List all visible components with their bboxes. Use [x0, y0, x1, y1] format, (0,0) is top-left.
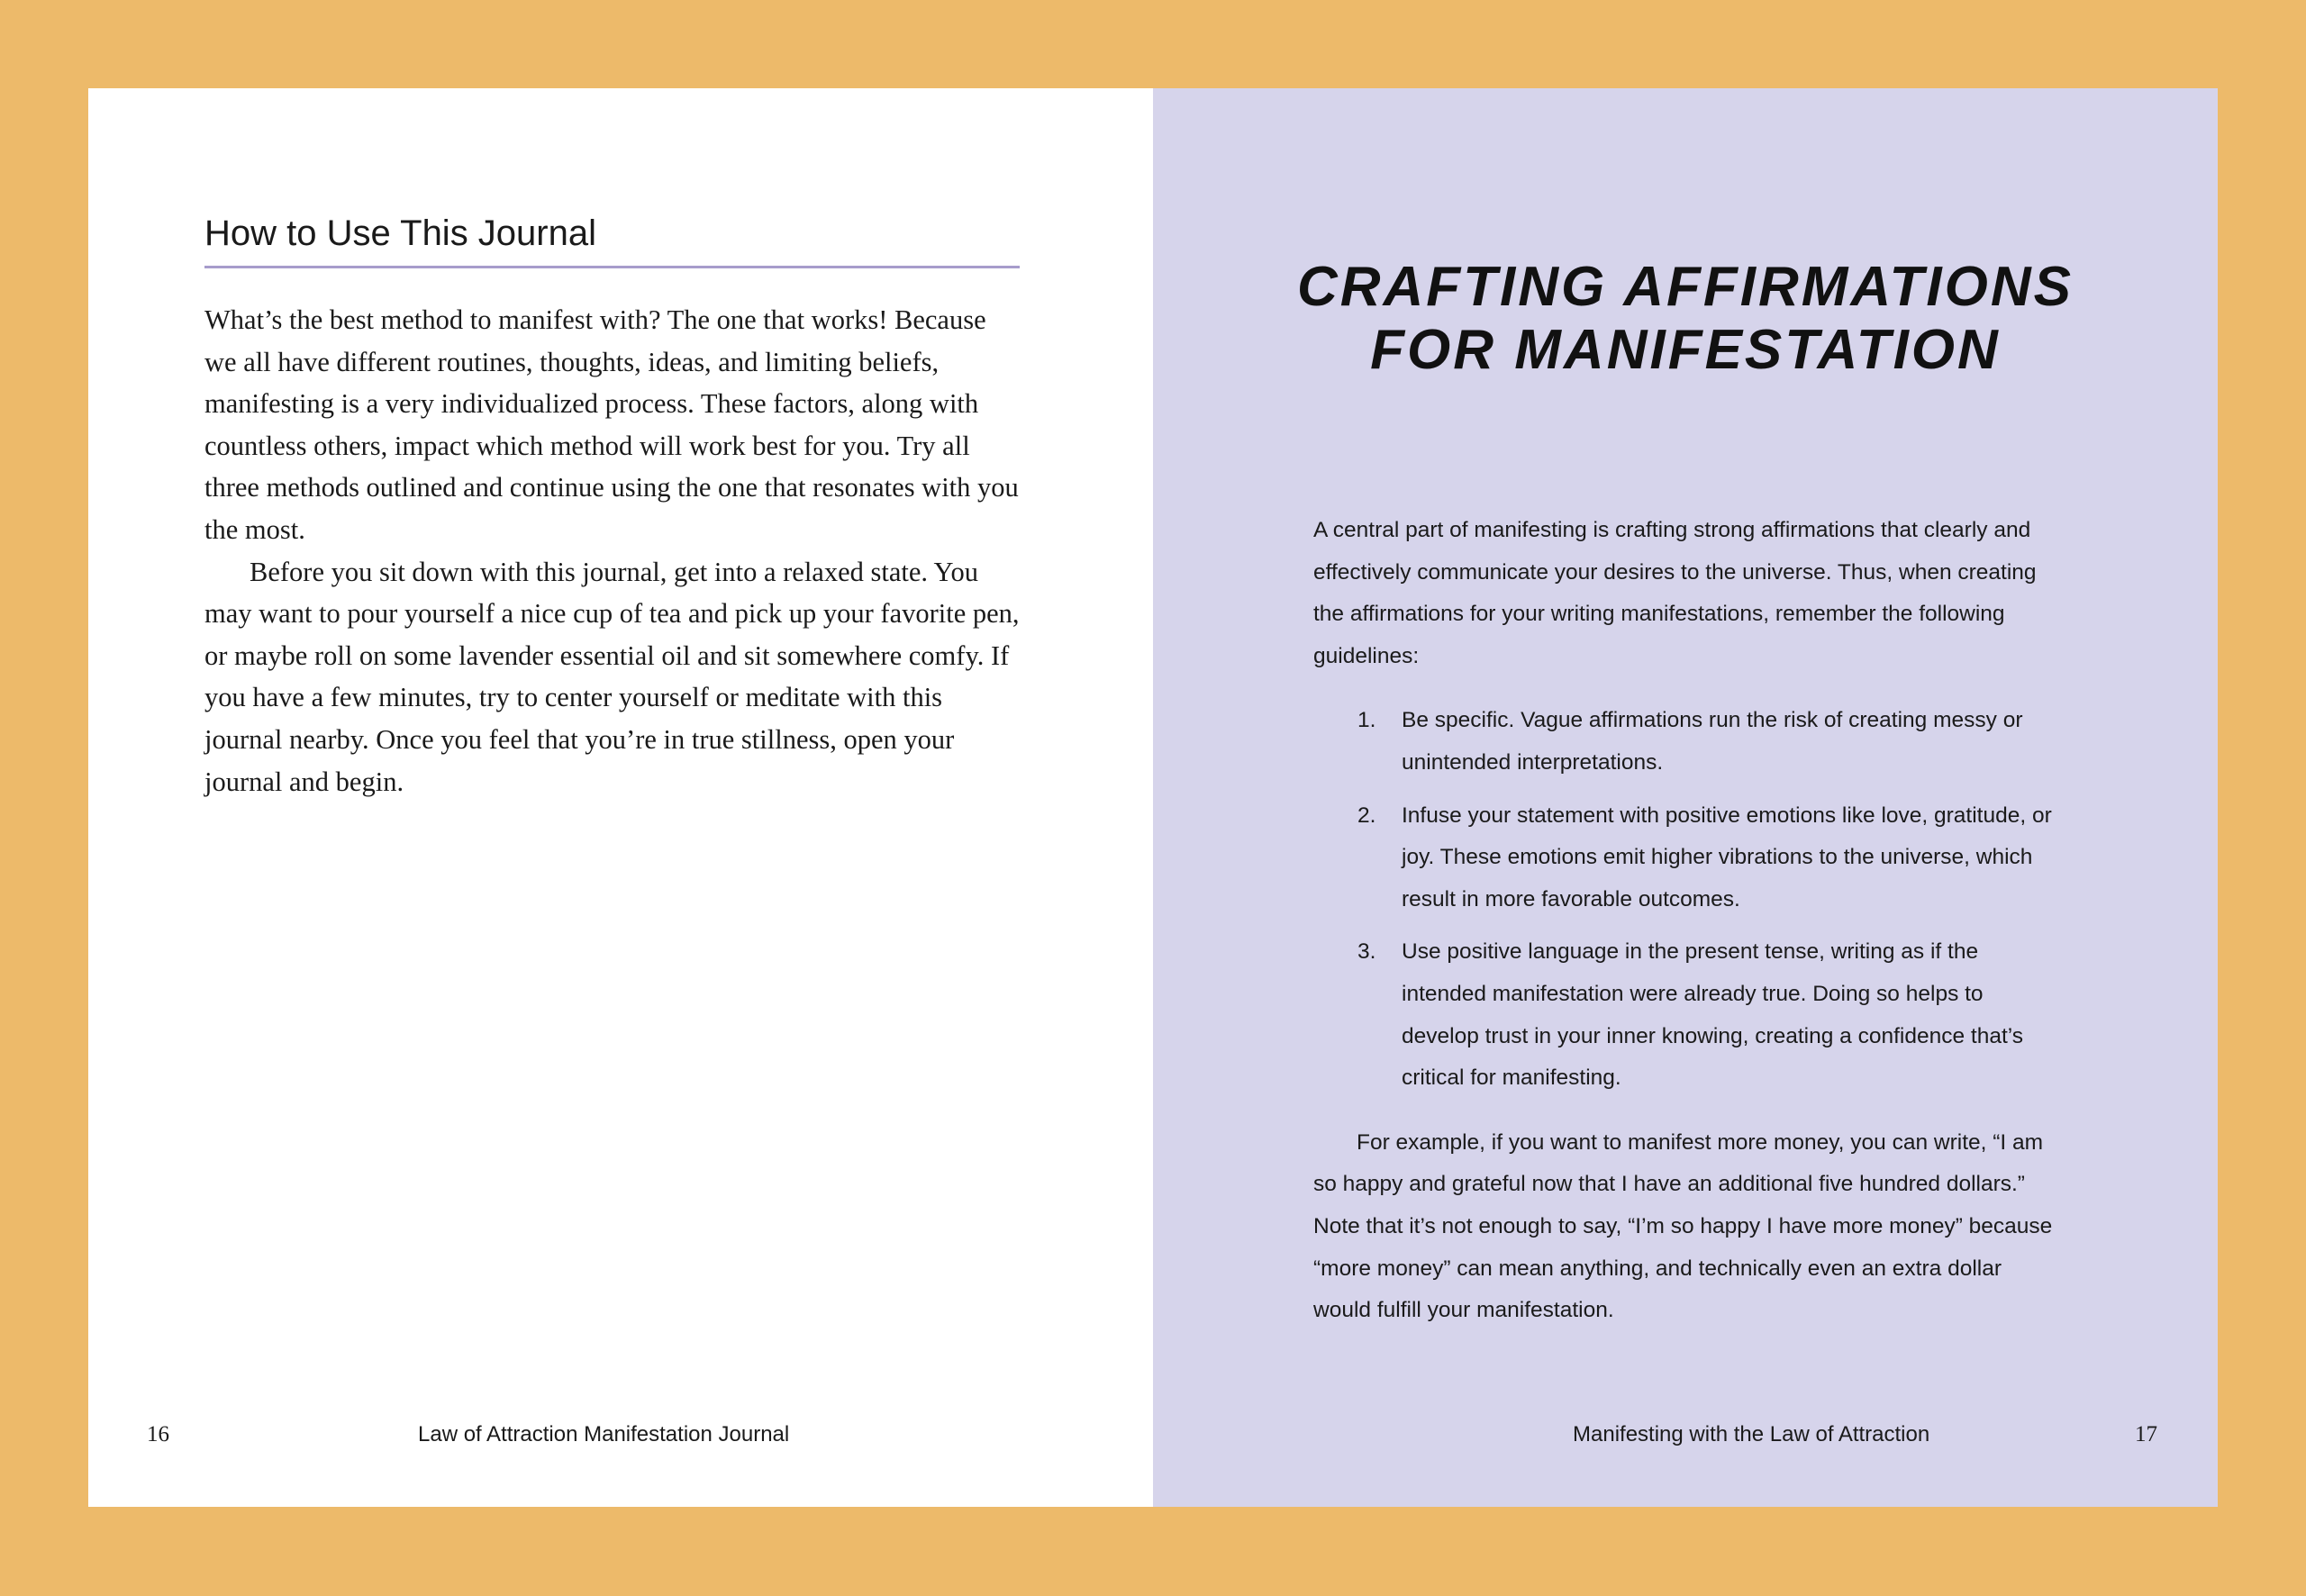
chapter-title-line-2: FOR MANIFESTATION [1370, 319, 2001, 381]
running-head-left: Law of Attraction Manifestation Journal [418, 1422, 790, 1446]
right-body-text [1313, 510, 2063, 1332]
left-page [88, 88, 1153, 1507]
example-paragraph: For example, if you want to manifest more money, you can write, “I am so happy and grateful now that I have an additional five hundred dollars.” Note that it’s not enough to say, “I’m so happy I have more money” because “more money” can mean anything, and technically even an extra dollar would fulfill your manifestation. [1313, 1129, 2053, 1323]
book-spread [88, 88, 2218, 1507]
page-number-right: 17 [2135, 1422, 2157, 1446]
section-heading: How to Use This Journal [204, 213, 596, 253]
body-paragraph: What’s the best method to manifest with? The one that works! Because we all have different routines, thoughts, ideas, and limiting beliefs, manifesting is a very individualized process. These factors, along with countless others, impact which method will work best for you. Try all three methods outlined and continue using the one that resonates with you the most. [204, 304, 1019, 545]
intro-paragraph: A central part of manifesting is crafting strong affirmations that clearly and effectively communicate your desires to the universe. Thus, when creating the affirmations for your writing manifestations, remember the following guidelines: [1313, 518, 2037, 668]
right-page [1153, 88, 2218, 1507]
guideline-number: 2. [1357, 803, 1376, 828]
page-number-left: 16 [147, 1422, 169, 1446]
guideline-item [1313, 795, 2063, 921]
guideline-text: Be specific. Vague affirmations run the risk of creating messy or unintended interpretations. [1402, 708, 2023, 775]
left-body-text [204, 299, 1024, 803]
guideline-item [1313, 700, 2063, 784]
guideline-item [1313, 931, 2063, 1099]
guideline-number: 1. [1357, 708, 1376, 733]
guidelines-list [1313, 700, 2063, 1099]
chapter-title-line-1: CRAFTING AFFIRMATIONS [1296, 256, 2074, 318]
guideline-text: Use positive language in the present tense, writing as if the intended manifestation were already true. Doing so helps to develop trust in your inner knowing, creating a confidence that’s critical for manifesting. [1402, 939, 2024, 1091]
guideline-text: Infuse your statement with positive emotions like love, gratitude, or joy. These emotions emit higher vibrations to the universe, which result in more favorable outcomes. [1402, 803, 2052, 911]
body-paragraph: Before you sit down with this journal, get into a relaxed state. You may want to pour yourself a nice cup of tea and pick up your favorite pen, or maybe roll on some lavender essential oil and sit somewhere comfy. If you have a few minutes, try to center yourself or meditate with this journal nearby. Once you feel that you’re in true stillness, open your journal and begin. [204, 556, 1020, 797]
guideline-number: 3. [1357, 939, 1376, 965]
running-head-right: Manifesting with the Law of Attraction [1573, 1422, 1930, 1446]
chapter-title [1153, 256, 2218, 382]
heading-rule [204, 266, 1020, 268]
